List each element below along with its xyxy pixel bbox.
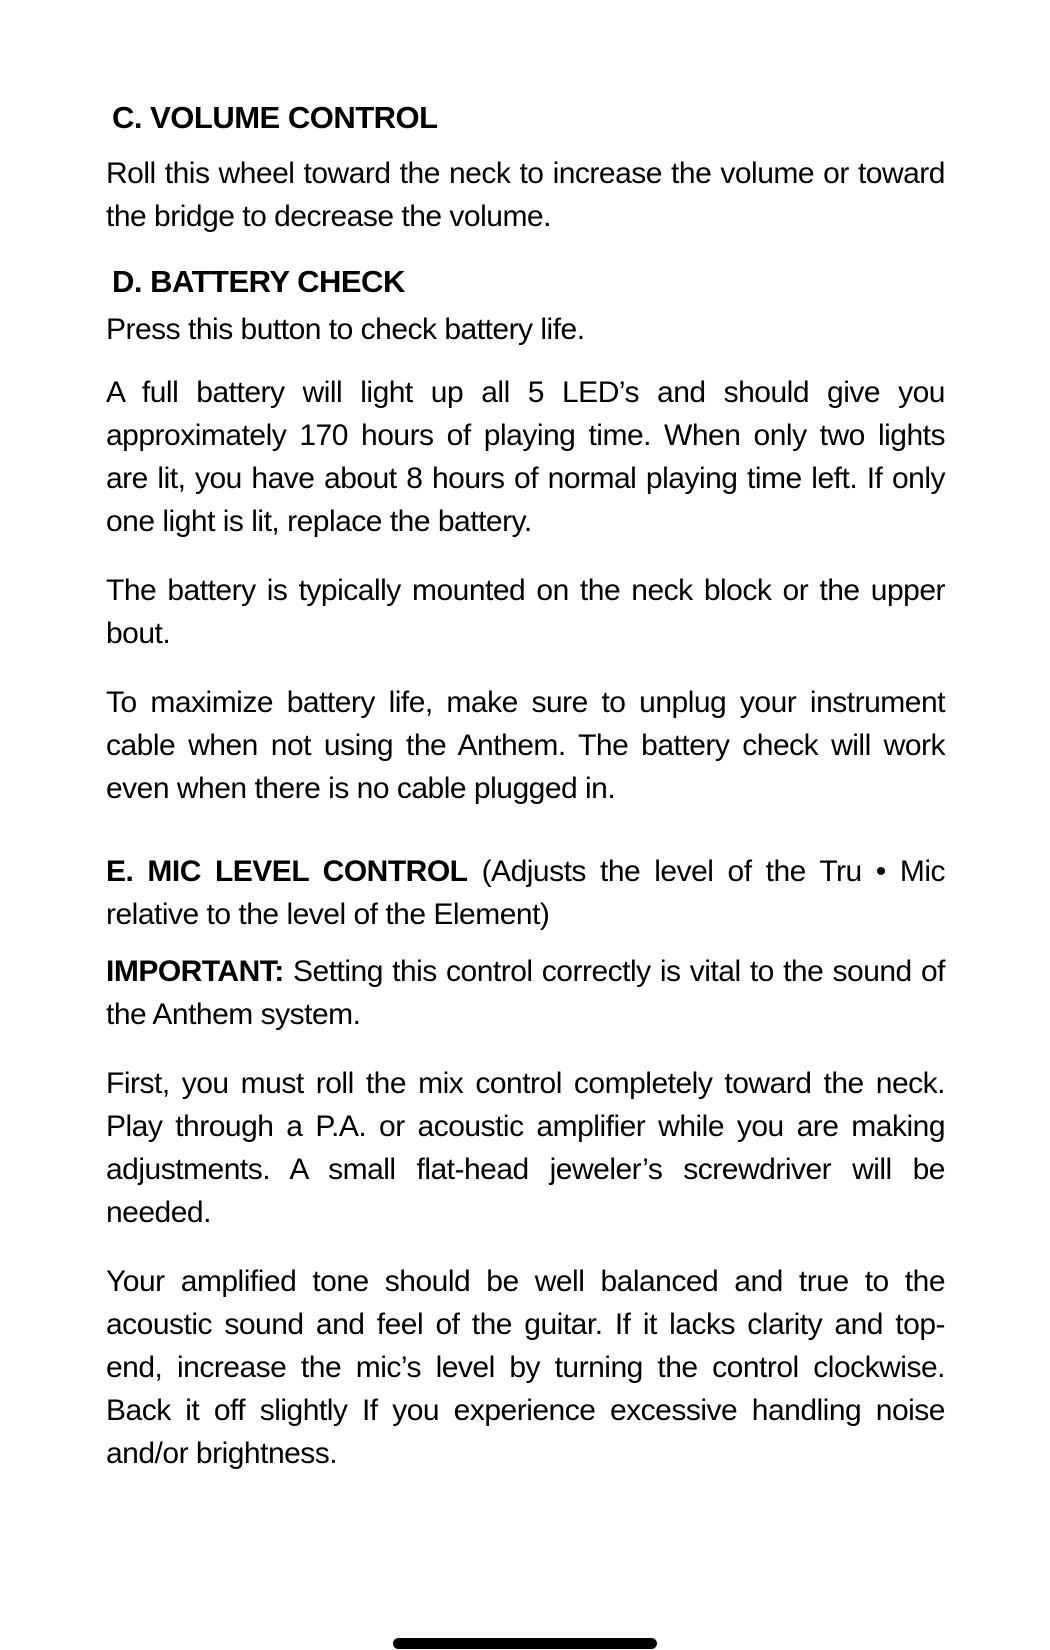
paragraph-mix-control-setup: First, you must roll the mix control completely toward the neck. Play through a P.A. or acoustic amplifier while you are making adjustments. A small flat-head jeweler’s screwdriver will be needed.	[106, 1067, 945, 1229]
heading-mic-level-note: (Adjusts the level of the Tru • Mic relative to the level of the Element)	[106, 855, 946, 931]
section-volume-control	[106, 100, 945, 238]
heading-volume-control: C. VOLUME CONTROL	[112, 100, 438, 135]
paragraph-important	[106, 950, 945, 1036]
paragraph-battery-led-life: A full battery will light up all 5 LED’s and should give you approximately 170 hours of playing time. When only two lights are lit, you have about 8 hours of normal playing time left. If only one light is lit, replace the battery.	[106, 376, 945, 538]
heading-mic-level-bold: E. MIC LEVEL CONTROL	[106, 855, 468, 888]
paragraph-battery-press-button: Press this button to check battery life.	[106, 313, 585, 346]
important-text: Setting this control correctly is vital to the sound of the Anthem system.	[106, 955, 945, 1031]
home-indicator-bar	[393, 1638, 657, 1649]
paragraph-volume-instructions: Roll this wheel toward the neck to increase the volume or toward the bridge to decrease the volume.	[106, 157, 945, 233]
paragraph-amplified-tone: Your amplified tone should be well balanced and true to the acoustic sound and feel of the guitar. If it lacks clarity and top-end, increase the mic’s level by turning the control clockwise. Back it off slightly If you experience excessive handling noise and/or brightness.	[106, 1265, 945, 1470]
section-mic-level-control	[106, 850, 945, 1475]
section-battery-check	[106, 264, 945, 810]
paragraph-battery-location: The battery is typically mounted on the neck block or the upper bout.	[106, 574, 945, 650]
paragraph-battery-unplug: To maximize battery life, make sure to unplug your instrument cable when not using the Anthem. The battery check will work even when there is no cable plugged in.	[106, 686, 945, 805]
heading-battery-check: D. BATTERY CHECK	[112, 264, 405, 299]
important-label: IMPORTANT:	[106, 955, 284, 988]
heading-mic-level-control	[106, 850, 945, 936]
